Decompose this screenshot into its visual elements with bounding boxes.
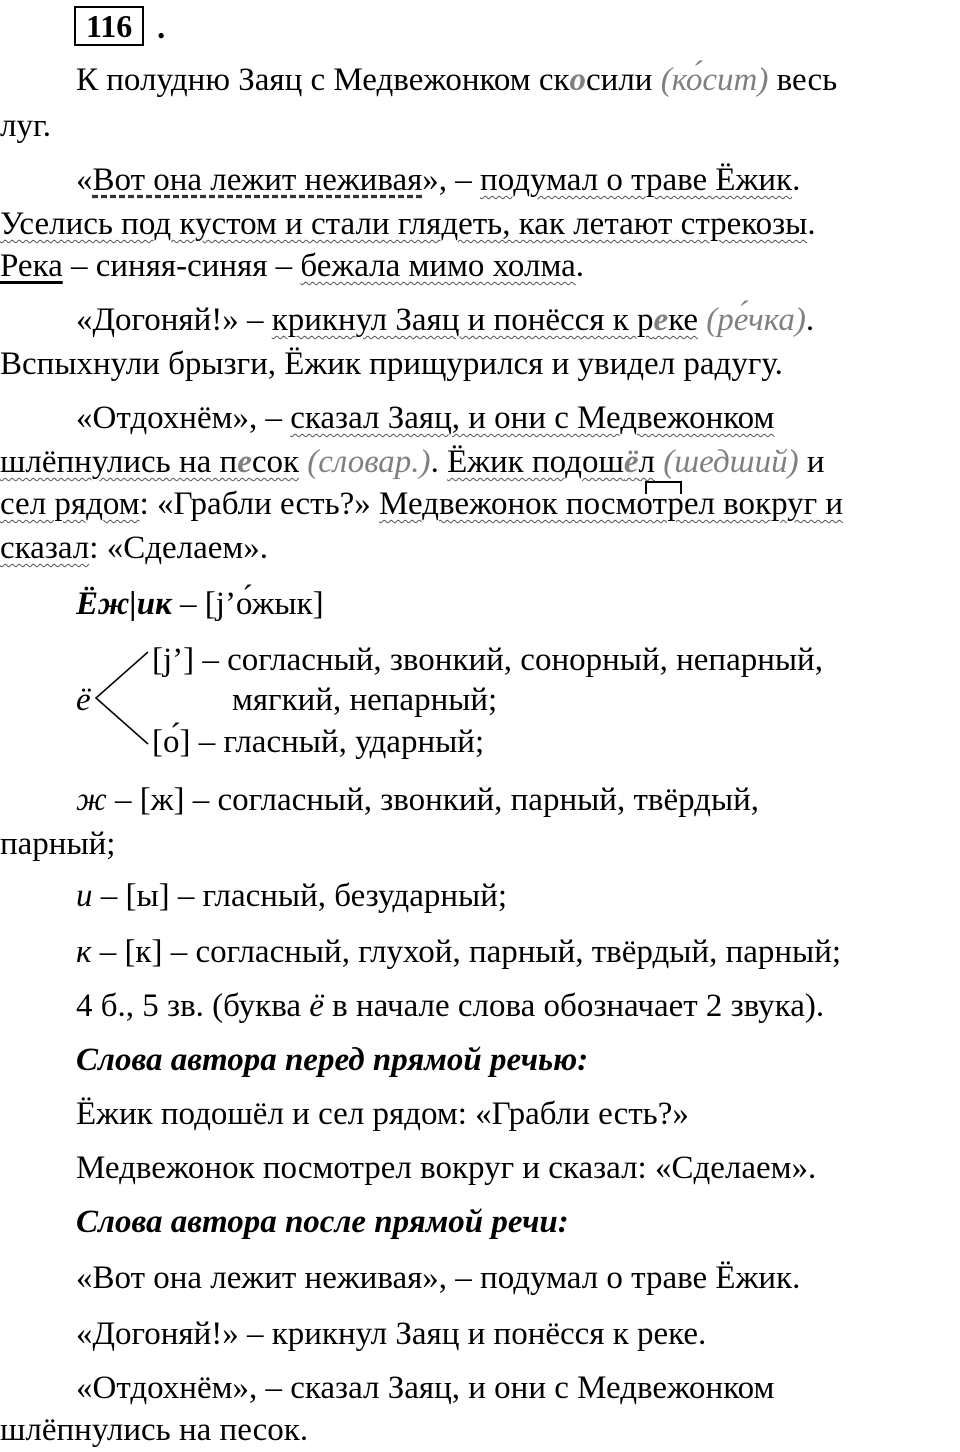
author-words: сел рядом: [0, 486, 140, 522]
highlighted-vowel: ё: [623, 444, 639, 480]
p2-line1: «Вот она лежит неживая», – подумал о траве Ёжик.: [76, 162, 801, 198]
heading-after: Слова автора после прямой речи:: [76, 1204, 569, 1240]
p3-line1: «Догоняй!» – крикнул Заяц и понёсся к реке (ре́чка).: [76, 302, 815, 338]
prefix-mark: [645, 480, 685, 496]
highlighted-vowel: о: [569, 62, 587, 98]
analysis-word: Ёж|ик: [76, 586, 172, 622]
subject-word: Река: [0, 248, 63, 284]
branch-lines: [92, 650, 152, 750]
k-line: к – [к] – согласный, глухой, парный, твёрдый, парный;: [76, 934, 842, 970]
p4-line3: сел рядом: «Грабли есть?» Медвежонок посмотрел вокруг и: [0, 486, 844, 522]
zh-line2: парный;: [0, 826, 116, 862]
count-line: 4 б., 5 зв. (буква ё в начале слова обозначает 2 звука).: [76, 988, 825, 1024]
p2-line2: Уселись под кустом и стали глядеть, как летают стрекозы.: [0, 206, 816, 242]
yo-sound1-line2: мягкий, непарный;: [232, 682, 498, 718]
author-words: крикнул Заяц и понёсся к реке: [271, 302, 699, 338]
author-words: Ёжик подошёл: [447, 444, 655, 480]
check-word-hint: (словар.): [299, 444, 431, 480]
p4-line4: сказал: «Сделаем».: [0, 530, 269, 566]
check-word-hint: (ре́чка): [698, 302, 806, 338]
p2-line3: Река – синяя-синяя – бежала мимо холма.: [0, 248, 585, 284]
direct-speech: Вот она лежит неживая: [92, 162, 423, 198]
exercise-number-box: [74, 6, 144, 46]
analysis-word-line: Ёж|ик – [j’о́жык]: [76, 586, 324, 622]
yo-sound2: [о́] – гласный, ударный;: [152, 724, 485, 760]
p4-line1: «Отдохнём», – сказал Заяц, и они с Медвежонком: [76, 400, 775, 436]
exercise-number: 116: [86, 8, 133, 44]
after-sentence-3a: «Отдохнём», – сказал Заяц, и они с Медвежонком: [76, 1370, 775, 1406]
p1-line2: луг.: [0, 108, 52, 144]
highlighted-vowel: е: [653, 302, 669, 338]
check-word-hint: (шедший): [655, 444, 799, 480]
exercise-number-dot: .: [157, 10, 166, 46]
p4-line2: шлёпнулись на песок (словар.). Ёжик подошёл (шедший) и: [0, 444, 825, 480]
author-words: шлёпнулись на песок: [0, 444, 300, 480]
sentence-underlined: Уселись под кустом и стали глядеть, как летают стрекозы: [0, 206, 808, 242]
zh-line1: ж – [ж] – согласный, звонкий, парный, твёрдый,: [76, 782, 760, 818]
author-words: сказал: [0, 530, 90, 566]
yo-sound1-line1: [j’] – согласный, звонкий, сонорный, непарный,: [152, 642, 823, 678]
after-sentence-2: «Догоняй!» – крикнул Заяц и понёсся к реке.: [76, 1316, 707, 1352]
check-word-hint: (ко́сит): [660, 62, 769, 98]
after-sentence-1: «Вот она лежит неживая», – подумал о траве Ёжик.: [76, 1260, 801, 1296]
i-line: и – [ы] – гласный, безударный;: [76, 878, 508, 914]
after-sentence-3b: шлёпнулись на песок.: [0, 1412, 309, 1448]
p3-line2: Вспыхнули брызги, Ёжик прищурился и увидел радугу.: [0, 346, 783, 382]
heading-before: Слова автора перед прямой речью:: [76, 1042, 589, 1078]
highlighted-vowel: е: [237, 444, 252, 480]
p1-line1: К полудню Заяц с Медвежонком скосили (ко́сит) весь: [76, 62, 838, 98]
author-words: сказал Заяц, и они с Медвежонком: [290, 400, 775, 436]
letter-yo: ё: [76, 682, 91, 718]
author-words: подумал о траве Ёжик: [480, 162, 793, 198]
predicate-group: бежала мимо холма: [300, 248, 576, 284]
before-sentence-1: Ёжик подошёл и сел рядом: «Грабли есть?»: [76, 1096, 689, 1132]
before-sentence-2: Медвежонок посмотрел вокруг и сказал: «Сделаем».: [76, 1150, 817, 1186]
author-words: Медвежонок посмотрел вокруг и: [379, 486, 844, 522]
